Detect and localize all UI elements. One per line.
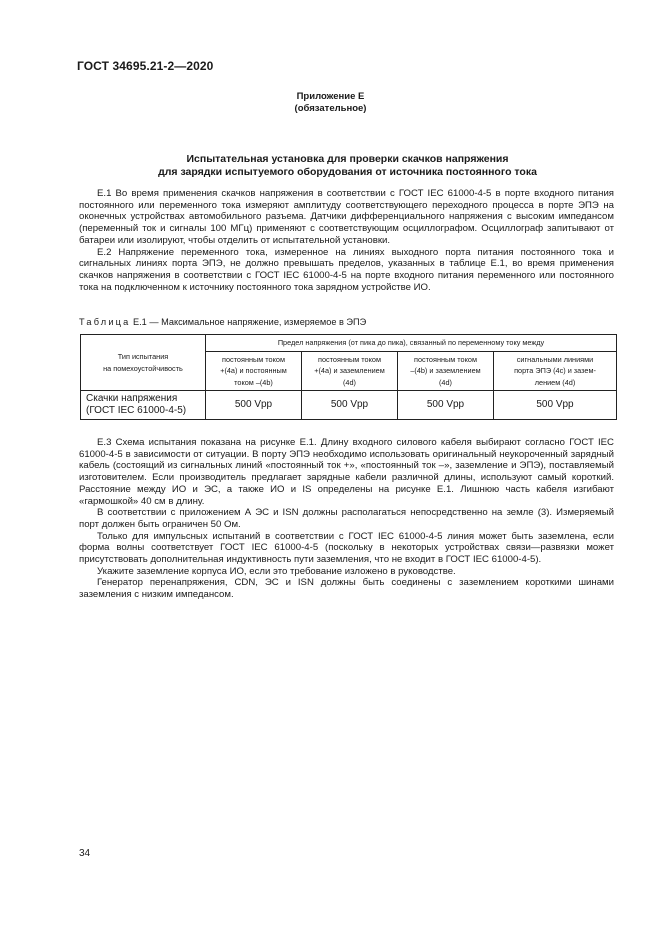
section-title-line-1: Испытательная установка для проверки скачков напряжения xyxy=(186,153,509,165)
table-cell: 500 Vpp xyxy=(206,391,302,420)
table-caption-text: Е.1 — Максимальное напряжение, измеряемое в ЭПЭ xyxy=(133,317,367,327)
page-number: 34 xyxy=(79,848,91,859)
section-title xyxy=(0,153,661,178)
test-type-header: Тип испытания на помехоустойчивость xyxy=(81,335,206,391)
paragraph-e1: Е.1 Во время применения скачков напряжения в соответствии с ГОСТ IEC 61000-4-5 в порте входного питания постоянного или переменного тока измеряют амплитуду соответствующего переходного процесса в порте ЭПЭ на оконечных устройствах автомобильного разъема. Датчики дифференциального напряжения с высоким импедансом (переменный ток и сигналы 100 МГц) применяют с соответствующим осциллографом. Осциллограф запитывают от батареи или изолируют, чтобы отделить от испытательной установки. xyxy=(79,188,614,246)
subheader-signal-ground: сигнальными линиями порта ЭПЭ (4c) и зазем- лением (4d) xyxy=(494,351,617,391)
paragraph-generator: Генератор перенапряжения, CDN, ЭС и ISN должны быть соединены с заземлением короткими шинами заземления с низким импедансом. xyxy=(79,577,614,601)
voltage-limit-group-header: Предел напряжения (от пика до пика), связанный по переменному току между xyxy=(206,335,617,352)
subheader-dc-minus-ground: постоянным током –(4b) и заземлением (4d) xyxy=(398,351,494,391)
table-row xyxy=(81,391,617,420)
subheader-dc-plus-dc-minus: постоянным током +(4a) и постоянным током –(4b) xyxy=(206,351,302,391)
paragraph-annex-a: В соответствии с приложением А ЭС и ISN должны располагаться непосредственно на земле (3). Измеряемый порт должен быть ограничен 50 Ом. xyxy=(79,507,614,530)
section-title-line-2: для зарядки испытуемого оборудования от источника постоянного тока xyxy=(158,165,537,178)
annex-heading xyxy=(0,91,661,115)
paragraph-e3: Е.3 Схема испытания показана на рисунке Е.1. Длину входного силового кабеля выбирают согласно ГОСТ IEC 61000-4-5 в зависимости от ситуации. В порту ЭПЭ необходимо использовать оригинальный неукороченный зарядный кабель (состоящий из сигнальных линий «постоянный ток +», «постоянный ток –», заземление и ЭПЭ), поставляемый изготовителем. Если производитель предлагает зарядные кабели различной длины, используют самый короткий. Расстояние между ИО и ЭС, а также ИО и IS определены на рисунке Е.1. Лишнюю часть кабеля изгибают «гармошкой» 40 см в длину. xyxy=(79,437,614,507)
document-number: ГОСТ 34695.21-2—2020 xyxy=(77,59,214,73)
annex-title: Приложение Е xyxy=(296,91,365,102)
paragraph-e2: Е.2 Напряжение переменного тока, измеренное на линиях выходного порта питания постоянного тока и сигнальных линиях порта ЭПЭ, не должно превышать пределов, указанных в таблице Е.1, во время применения скачков напряжения в соответствии с ГОСТ IEC 61000-4-5 на порте входного питания переменного или постоянного тока на подключенном к источнику постоянного тока зарядном устройстве ИО. xyxy=(79,246,614,293)
subheader-dc-plus-ground: постоянным током +(4a) и заземлением (4d) xyxy=(302,351,398,391)
table-cell: 500 Vpp xyxy=(302,391,398,420)
body-text-bottom xyxy=(79,437,614,601)
paragraph-pulse-tests: Только для импульсных испытаний в соответствии с ГОСТ IEC 61000-4-5 линия может быть заземлена, если форма волны соответствует ГОСТ IEC 61000-4-5 (поскольку в некоторых устройствах связи—развязки может присутствовать дополнительная индуктивность пути заземления, что не входит в ГОСТ IEC 61000-4-5). xyxy=(79,530,614,566)
table-header-row xyxy=(81,335,617,352)
voltage-limits-table xyxy=(80,334,617,420)
table-caption xyxy=(79,317,366,327)
paragraph-grounding: Укажите заземление корпуса ИО, если это требование изложено в руководстве. xyxy=(97,565,456,577)
table-cell: 500 Vpp xyxy=(494,391,617,420)
table-caption-label: Таблица xyxy=(79,317,131,327)
body-text-top xyxy=(79,188,614,293)
annex-status: (обязательное) xyxy=(294,103,367,114)
table-cell: 500 Vpp xyxy=(398,391,494,420)
row-label: Скачки напряжения (ГОСТ IEC 61000-4-5) xyxy=(81,391,206,420)
